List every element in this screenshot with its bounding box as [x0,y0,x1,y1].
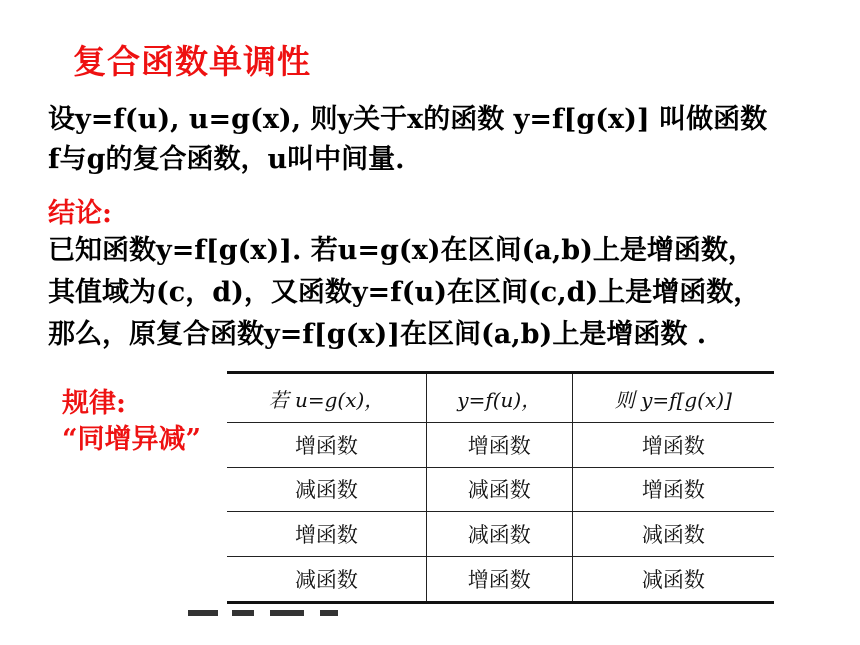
table-header-cell: 则 y=f[g(x)] [572,373,774,423]
conclusion-line-3: 那么，原复合函数y=f[g(x)]在区间(a,b)上是增函数 . [48,319,707,350]
rule-text: “同增异减” [62,424,202,455]
definition-paragraph [48,100,848,180]
table-cell: 增函数 [426,556,572,602]
table-cell: 减函数 [426,512,572,557]
definition-line-2: f与g的复合函数，u叫中间量. [48,144,405,175]
table-cell: 减函数 [227,556,426,602]
table-cell: 增函数 [227,423,426,468]
table-cell: 减函数 [227,467,426,512]
conclusion-line-2: 其值域为(c，d)，又函数y=f(u)在区间(c,d)上是增函数， [48,277,761,308]
slide-title: 复合函数单调性 [73,42,311,81]
definition-line-1: 设y=f(u), u=g(x), 则y关于x的函数 y=f[g(x)] 叫做函数 [48,104,768,135]
table-row [227,556,774,602]
conclusion-line-1: 已知函数y=f[g(x)]. 若u=g(x)在区间(a,b)上是增函数， [48,235,755,266]
table-cell: 增函数 [227,512,426,557]
monotonicity-table [227,371,774,604]
table-row [227,467,774,512]
rule-heading: 规律: [62,388,126,419]
rule-block [62,386,201,458]
table-cell: 减函数 [572,512,774,557]
table-cell: 减函数 [572,556,774,602]
table-row [227,512,774,557]
table-header-cell: 若 u=g(x)， [227,373,426,423]
table-row [227,423,774,468]
table-cell: 增函数 [426,423,572,468]
table-cell: 减函数 [426,467,572,512]
conclusion-paragraph [48,230,858,356]
table-header-row [227,373,774,423]
table-header-cell: y=f(u)， [426,373,572,423]
table-cell: 增函数 [572,423,774,468]
cropped-text-fragment [180,606,400,618]
conclusion-heading: 结论: [48,198,112,229]
table-cell: 增函数 [572,467,774,512]
